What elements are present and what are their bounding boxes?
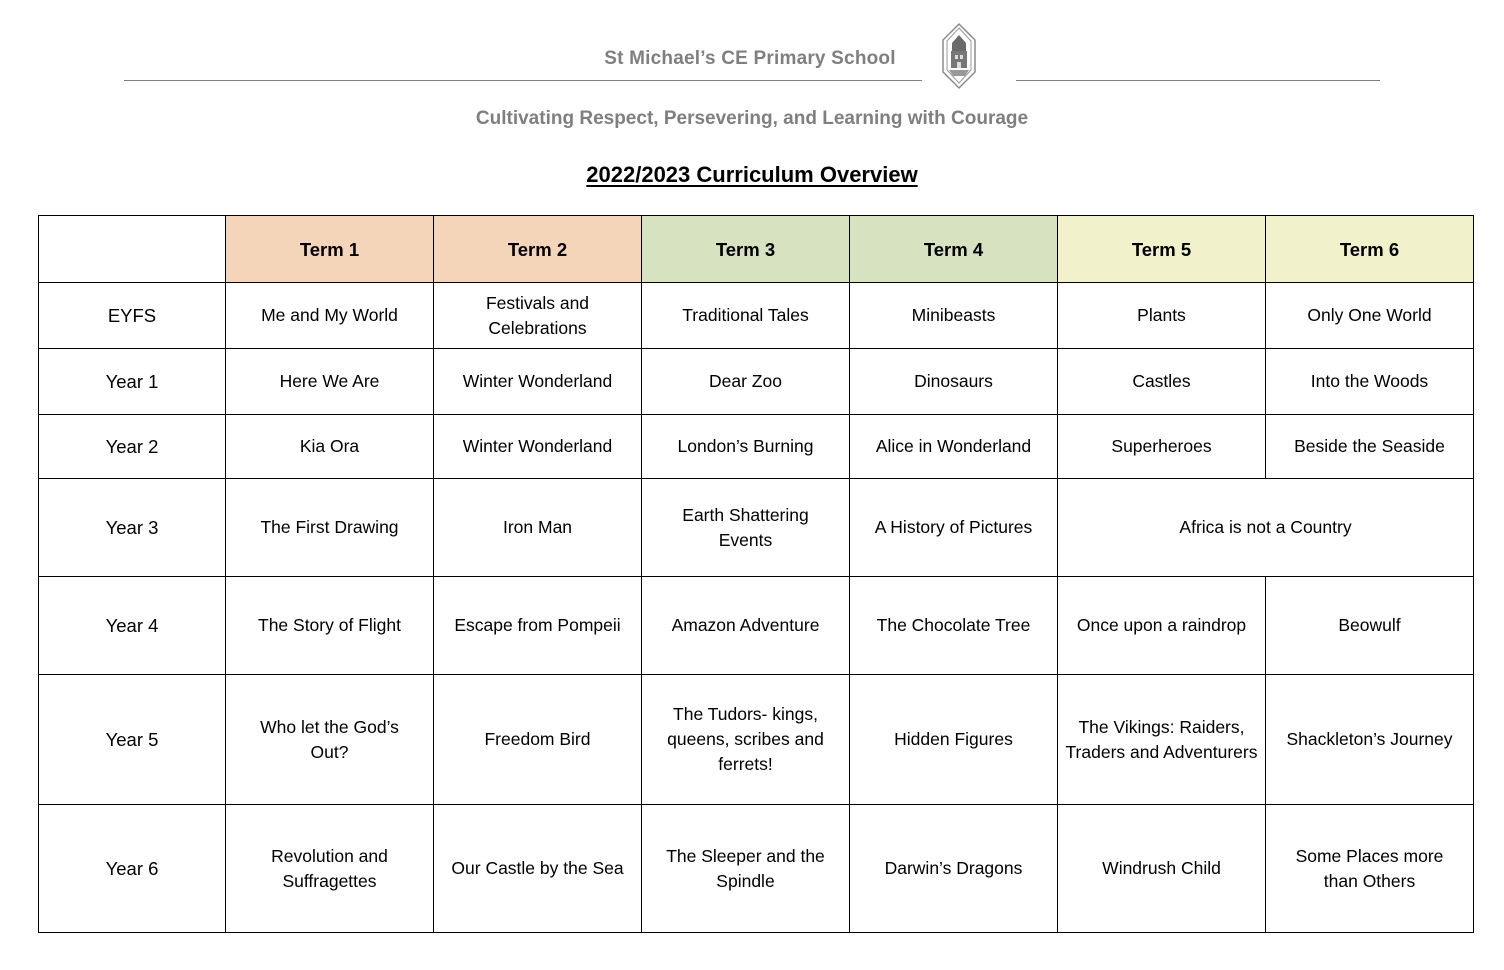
table-row-year-6 [39,805,1474,933]
school-crest-icon [941,22,977,90]
topic-cell: Traditional Tales [642,283,850,349]
table-row-year-2 [39,415,1474,479]
header-rule-right [1016,80,1380,81]
topic-cell: Into the Woods [1266,349,1474,415]
row-label: Year 5 [39,675,226,805]
topic-cell: The Story of Flight [226,577,434,675]
row-label: EYFS [39,283,226,349]
topic-cell: The Chocolate Tree [850,577,1058,675]
topic-cell: Superheroes [1058,415,1266,479]
topic-cell: Alice in Wonderland [850,415,1058,479]
topic-cell: Only One World [1266,283,1474,349]
row-label: Year 1 [39,349,226,415]
topic-cell: Freedom Bird [434,675,642,805]
topic-cell: Kia Ora [226,415,434,479]
topic-cell: Hidden Figures [850,675,1058,805]
row-label: Year 6 [39,805,226,933]
school-name: St Michael’s CE Primary School [604,48,896,69]
table-row-eyfs [39,283,1474,349]
row-label: Year 2 [39,415,226,479]
row-label: Year 4 [39,577,226,675]
topic-cell: Shackleton’s Journey [1266,675,1474,805]
table-row-year-4 [39,577,1474,675]
topic-cell: Me and My World [226,283,434,349]
school-motto: Cultivating Respect, Persevering, and Learning with Courage [475,108,1029,129]
term-4-header: Term 4 [850,216,1058,283]
topic-cell: Iron Man [434,479,642,577]
topic-cell: Winter Wonderland [434,415,642,479]
topic-cell: The Vikings: Raiders, Traders and Adventurers [1058,675,1266,805]
term-1-header: Term 1 [226,216,434,283]
topic-cell: Minibeasts [850,283,1058,349]
topic-cell: London’s Burning [642,415,850,479]
topic-cell: Beowulf [1266,577,1474,675]
topic-cell: Escape from Pompeii [434,577,642,675]
curriculum-table [38,215,1474,933]
table-row-year-3 [39,479,1474,577]
topic-cell: Darwin’s Dragons [850,805,1058,933]
topic-cell: Once upon a raindrop [1058,577,1266,675]
topic-cell: A History of Pictures [850,479,1058,577]
term-3-header: Term 3 [642,216,850,283]
header-rule-left [124,80,922,81]
row-label: Year 3 [39,479,226,577]
topic-cell: Beside the Seaside [1266,415,1474,479]
table-row-year-5 [39,675,1474,805]
term-6-header: Term 6 [1266,216,1474,283]
table-row-year-1 [39,349,1474,415]
topic-cell: Who let the God’s Out? [226,675,434,805]
topic-cell: The Tudors- kings, queens, scribes and ferrets! [642,675,850,805]
document-title: 2022/2023 Curriculum Overview [586,162,918,187]
term-2-header: Term 2 [434,216,642,283]
topic-cell: Revolution and Suffragettes [226,805,434,933]
topic-cell: The Sleeper and the Spindle [642,805,850,933]
topic-cell: Dear Zoo [642,349,850,415]
corner-cell [39,216,226,283]
topic-cell: Windrush Child [1058,805,1266,933]
topic-cell: Dinosaurs [850,349,1058,415]
topic-cell: The First Drawing [226,479,434,577]
topic-cell: Earth Shattering Events [642,479,850,577]
topic-cell: Amazon Adventure [642,577,850,675]
topic-cell: Festivals and Celebrations [434,283,642,349]
term-header-row [39,216,1474,283]
topic-cell: Here We Are [226,349,434,415]
topic-cell: Castles [1058,349,1266,415]
topic-cell-merged: Africa is not a Country [1058,479,1474,577]
topic-cell: Winter Wonderland [434,349,642,415]
topic-cell: Our Castle by the Sea [434,805,642,933]
topic-cell: Plants [1058,283,1266,349]
topic-cell: Some Places more than Others [1266,805,1474,933]
term-5-header: Term 5 [1058,216,1266,283]
